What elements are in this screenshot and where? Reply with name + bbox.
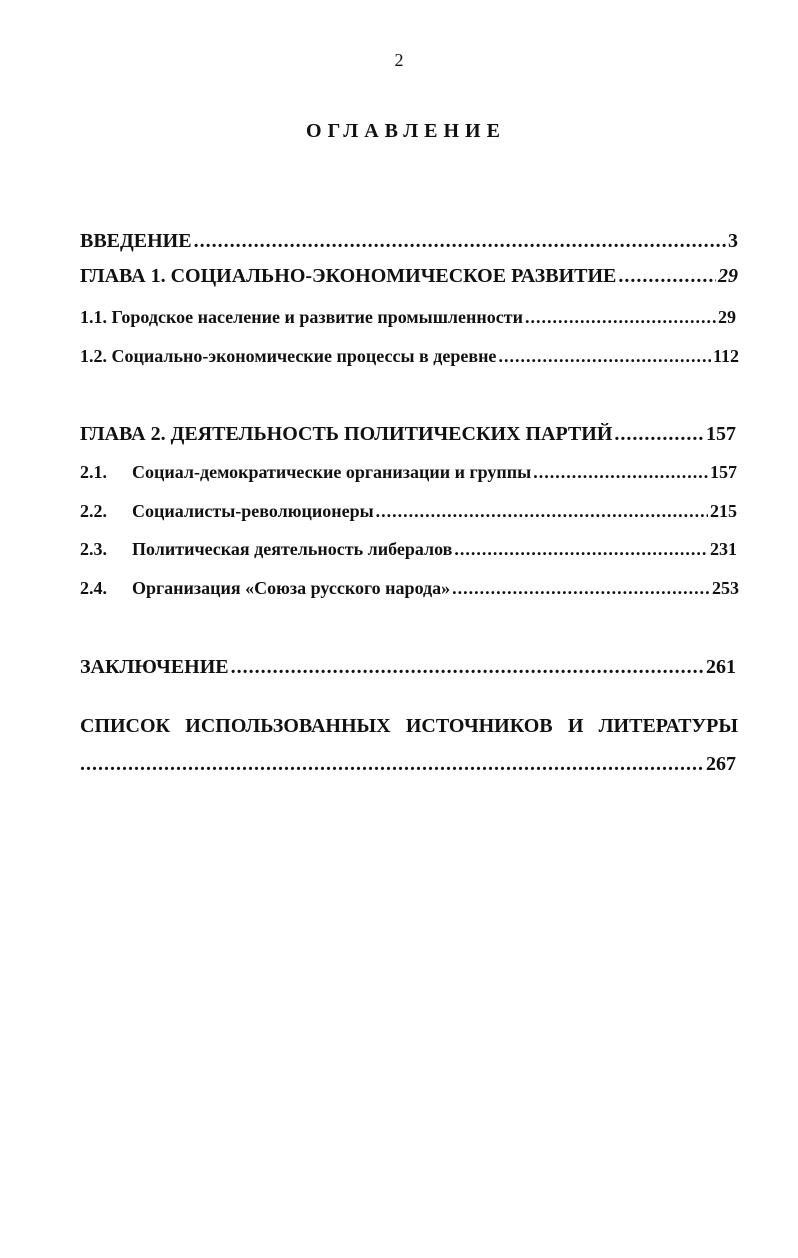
toc-entry-chapter-2[interactable] <box>80 423 736 446</box>
toc-entry-number: 2.3. <box>80 539 107 559</box>
toc-entry-label: ГЛАВА 1. СОЦИАЛЬНО-ЭКОНОМИЧЕСКОЕ РАЗВИТИЕ <box>80 265 617 287</box>
toc-entry-label: Организация «Союза русского народа» <box>132 578 451 598</box>
leader-dots <box>618 265 716 288</box>
toc-entry-word: ИСТОЧНИКОВ <box>405 715 553 737</box>
toc-entry-section-2-3[interactable] <box>80 539 737 560</box>
toc-entry-label: ВВЕДЕНИЕ <box>80 230 192 252</box>
toc-entry-page: 29 <box>718 265 738 287</box>
leader-dots <box>498 346 711 367</box>
leader-dots <box>194 230 726 253</box>
toc-entry-label: Социалисты-революционеры <box>132 501 374 521</box>
toc-entry-section-2-2[interactable] <box>80 501 737 522</box>
toc-entry-number: 2.1. <box>80 462 107 482</box>
toc-entry-page: 231 <box>710 539 737 559</box>
toc-entry-page: 157 <box>710 462 737 482</box>
toc-entry-word: И <box>567 715 584 737</box>
toc-entry-chapter-1[interactable] <box>80 265 738 288</box>
leader-dots <box>376 501 708 522</box>
toc-entry-page: 157 <box>706 423 736 445</box>
toc-title: ОГЛАВЛЕНИЕ <box>306 120 506 142</box>
leader-dots <box>452 578 710 599</box>
page-number: 2 <box>394 50 404 70</box>
toc-entry-sources[interactable] <box>80 753 736 776</box>
toc-entry-page: 3 <box>728 230 738 252</box>
toc-entry-word: ИСПОЛЬЗОВАННЫХ <box>185 715 391 737</box>
toc-entry-section-1-1[interactable] <box>80 307 736 328</box>
toc-entry-word: СПИСОК <box>80 715 171 737</box>
toc-entry-label: Политическая деятельность либералов <box>132 539 453 559</box>
toc-entry-intro[interactable] <box>80 230 738 253</box>
toc-entry-number: 2.4. <box>80 578 107 598</box>
leader-dots <box>533 462 708 483</box>
toc-entry-page: 261 <box>706 656 736 678</box>
toc-entry-label: 1.1. Городское население и развитие промышленности <box>80 307 523 327</box>
toc-entry-section-2-4[interactable] <box>80 578 739 599</box>
toc-entry-label: ЗАКЛЮЧЕНИЕ <box>80 656 229 678</box>
leader-dots <box>80 753 704 776</box>
toc-entry-word: ЛИТЕРАТУРЫ <box>598 715 738 737</box>
leader-dots <box>454 539 708 560</box>
toc-entry-section-2-1[interactable] <box>80 462 737 483</box>
toc-entry-page: 215 <box>710 501 737 521</box>
toc-entry-page: 29 <box>718 307 736 327</box>
toc-entry-page: 112 <box>712 346 739 366</box>
toc-entry-number: 2.2. <box>80 501 107 521</box>
leader-dots <box>525 307 716 328</box>
toc-entry-page: 253 <box>712 578 739 598</box>
leader-dots <box>614 423 704 446</box>
toc-entry-label: 1.2. Социально-экономические процессы в деревне <box>80 346 497 366</box>
toc-entry-label: Социал-демократические организации и группы <box>132 462 532 482</box>
toc-entry-section-1-2[interactable] <box>80 346 739 367</box>
toc-entry-page: 267 <box>706 753 736 775</box>
toc-entry-sources-title[interactable] <box>80 715 738 738</box>
toc-entry-label: ГЛАВА 2. ДЕЯТЕЛЬНОСТЬ ПОЛИТИЧЕСКИХ ПАРТИЙ <box>80 423 613 445</box>
leader-dots <box>231 656 704 679</box>
toc-entry-conclusion[interactable] <box>80 656 736 679</box>
